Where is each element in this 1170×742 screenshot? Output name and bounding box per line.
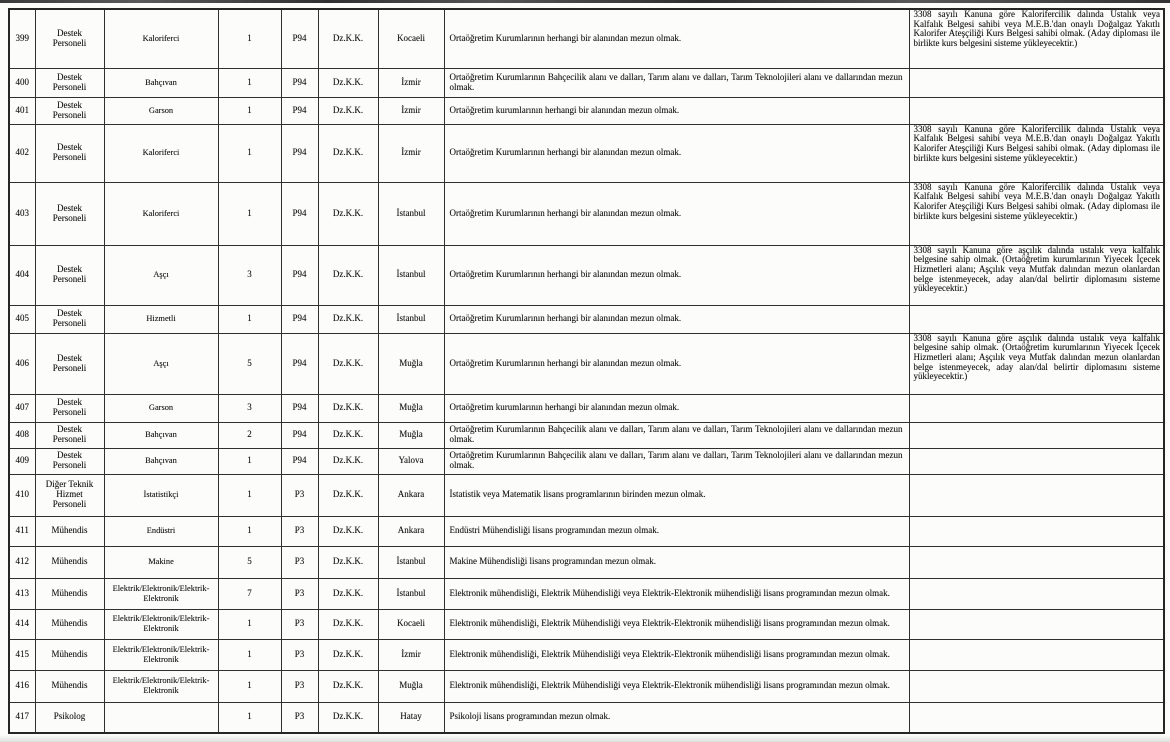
cell-sira: 400	[9, 68, 35, 97]
cell-brans: Endüstri	[104, 516, 218, 546]
cell-kuvvet: Dz.K.K.	[318, 546, 378, 578]
cell-nitelik: Ortaöğretim kurumlarının herhangi bir alanından mezun olmak.	[444, 97, 909, 124]
cell-unvan: Destek Personeli	[35, 182, 104, 245]
positions-table-body	[9, 9, 1164, 733]
cell-unvan: Destek Personeli	[35, 448, 104, 474]
cell-kuvvet: Dz.K.K.	[318, 516, 378, 546]
cell-brans: Bahçıvan	[104, 422, 218, 448]
cell-nitelik: İstatistik veya Matematik lisans programlarının birinden mezun olmak.	[444, 474, 909, 516]
cell-adet: 5	[218, 546, 281, 578]
table-row	[9, 124, 1164, 182]
cell-aciklama	[909, 578, 1164, 609]
table-row	[9, 639, 1164, 670]
cell-kuvvet: Dz.K.K.	[318, 639, 378, 670]
cell-kod: P94	[281, 9, 318, 68]
cell-sira: 416	[9, 670, 35, 702]
cell-sira: 402	[9, 124, 35, 182]
table-row	[9, 578, 1164, 609]
cell-sira: 403	[9, 182, 35, 245]
cell-brans: İstatistikçi	[104, 474, 218, 516]
scan-shadow	[0, 735, 1170, 742]
cell-aciklama: 3308 sayılı Kanuna göre Kalorifercilik dalında Ustalık veya Kalfalık Belgesi sahibi veya M.E.B.'dan onaylı Doğalgaz Yakıtlı Kalorifer Ateşçiliği Kurs Belgesi sahibi olmak. (Aday diploması ile birlikte kurs belgesini sisteme yükleyecektir.)	[909, 182, 1164, 245]
cell-nitelik: Elektronik mühendisliği, Elektrik Mühendisliği veya Elektrik-Elektronik mühendisliği lisans programından mezun olmak.	[444, 670, 909, 702]
cell-kod: P94	[281, 97, 318, 124]
cell-sira: 414	[9, 609, 35, 639]
cell-kod: P3	[281, 609, 318, 639]
cell-aciklama	[909, 68, 1164, 97]
cell-kod: P94	[281, 305, 318, 333]
cell-kuvvet: Dz.K.K.	[318, 305, 378, 333]
cell-unvan: Mühendis	[35, 578, 104, 609]
cell-sira: 411	[9, 516, 35, 546]
cell-nitelik: Ortaöğretim Kurumlarının Bahçecilik alanı ve dalları, Tarım alanı ve dalları, Tarım Teknolojileri alanı ve dallarından mezun olmak.	[444, 68, 909, 97]
cell-kod: P3	[281, 702, 318, 733]
cell-unvan: Destek Personeli	[35, 245, 104, 305]
cell-kuvvet: Dz.K.K.	[318, 448, 378, 474]
cell-kod: P94	[281, 245, 318, 305]
cell-adet: 1	[218, 670, 281, 702]
cell-kuvvet: Dz.K.K.	[318, 9, 378, 68]
table-row	[9, 474, 1164, 516]
cell-brans: Elektrik/Elektronik/Elektrik-Elektronik	[104, 639, 218, 670]
cell-nitelik: Elektronik mühendisliği, Elektrik Mühendisliği veya Elektrik-Elektronik mühendisliği lisans programından mezun olmak.	[444, 639, 909, 670]
cell-unvan: Destek Personeli	[35, 422, 104, 448]
table-row	[9, 422, 1164, 448]
cell-brans: Kaloriferci	[104, 182, 218, 245]
cell-brans: Elektrik/Elektronik/Elektrik-Elektronik	[104, 609, 218, 639]
cell-aciklama: 3308 sayılı Kanuna göre aşçılık dalında ustalık veya kalfalık belgesine sahip olmak. (Ortaöğretim kurumlarının Yiyecek İçecek Hizmetleri alanı; Aşçılık veya Mutfak dalından mezun olanlardan belge istenmeyecek, aday alan/dal belirtir diplomasını sisteme yükleyecektir.)	[909, 333, 1164, 394]
cell-kuvvet: Dz.K.K.	[318, 670, 378, 702]
table-row	[9, 305, 1164, 333]
cell-kod: P3	[281, 639, 318, 670]
cell-unvan: Destek Personeli	[35, 124, 104, 182]
cell-brans: Kaloriferci	[104, 124, 218, 182]
cell-adet: 1	[218, 474, 281, 516]
cell-brans: Elektrik/Elektronik/Elektrik-Elektronik	[104, 578, 218, 609]
cell-sira: 399	[9, 9, 35, 68]
table-row	[9, 702, 1164, 733]
cell-il: Hatay	[378, 702, 444, 733]
cell-unvan: Destek Personeli	[35, 9, 104, 68]
cell-kuvvet: Dz.K.K.	[318, 182, 378, 245]
cell-il: İstanbul	[378, 182, 444, 245]
cell-il: İstanbul	[378, 546, 444, 578]
cell-unvan: Psikolog	[35, 702, 104, 733]
cell-brans: Garson	[104, 394, 218, 422]
cell-aciklama	[909, 422, 1164, 448]
cell-kuvvet: Dz.K.K.	[318, 474, 378, 516]
cell-kuvvet: Dz.K.K.	[318, 422, 378, 448]
table-row	[9, 546, 1164, 578]
cell-aciklama	[909, 670, 1164, 702]
cell-kod: P3	[281, 516, 318, 546]
cell-unvan: Mühendis	[35, 639, 104, 670]
cell-kod: P94	[281, 182, 318, 245]
cell-kuvvet: Dz.K.K.	[318, 578, 378, 609]
cell-adet: 1	[218, 124, 281, 182]
cell-adet: 1	[218, 9, 281, 68]
cell-sira: 404	[9, 245, 35, 305]
cell-unvan: Destek Personeli	[35, 68, 104, 97]
cell-kuvvet: Dz.K.K.	[318, 97, 378, 124]
cell-brans: Elektrik/Elektronik/Elektrik-Elektronik	[104, 670, 218, 702]
cell-sira: 405	[9, 305, 35, 333]
cell-aciklama	[909, 546, 1164, 578]
table-row	[9, 609, 1164, 639]
cell-sira: 415	[9, 639, 35, 670]
table-row	[9, 97, 1164, 124]
cell-nitelik: Ortaöğretim Kurumlarının herhangi bir alanından mezun olmak.	[444, 245, 909, 305]
table-row	[9, 9, 1164, 68]
table-row	[9, 394, 1164, 422]
cell-adet: 1	[218, 639, 281, 670]
cell-nitelik: Ortaöğretim Kurumlarının herhangi bir alanından mezun olmak.	[444, 333, 909, 394]
cell-sira: 401	[9, 97, 35, 124]
cell-kod: P94	[281, 333, 318, 394]
cell-aciklama: 3308 sayılı Kanuna göre Kalorifercilik dalında Ustalık veya Kalfalık Belgesi sahibi veya M.E.B.'dan onaylı Doğalgaz Yakıtlı Kalorifer Ateşçiliği Kurs Belgesi sahibi olmak. (Aday diploması ile birlikte kurs belgesini sisteme yükleyecektir.)	[909, 124, 1164, 182]
cell-kod: P3	[281, 546, 318, 578]
cell-kod: P94	[281, 422, 318, 448]
table-row	[9, 448, 1164, 474]
cell-kod: P3	[281, 474, 318, 516]
cell-il: İstanbul	[378, 578, 444, 609]
cell-brans: Kaloriferci	[104, 9, 218, 68]
cell-sira: 417	[9, 702, 35, 733]
cell-il: Muğla	[378, 394, 444, 422]
cell-kod: P94	[281, 394, 318, 422]
table-row	[9, 670, 1164, 702]
cell-il: İzmir	[378, 68, 444, 97]
cell-aciklama	[909, 394, 1164, 422]
cell-aciklama	[909, 448, 1164, 474]
cell-il: İzmir	[378, 639, 444, 670]
cell-nitelik: Ortaöğretim Kurumlarının Bahçecilik alanı ve dalları, Tarım alanı ve dalları, Tarım Teknolojileri alanı ve dallarından mezun olmak.	[444, 448, 909, 474]
cell-il: İzmir	[378, 124, 444, 182]
cell-brans: Makine	[104, 546, 218, 578]
cell-brans: Aşçı	[104, 333, 218, 394]
cell-unvan: Destek Personeli	[35, 394, 104, 422]
cell-kuvvet: Dz.K.K.	[318, 124, 378, 182]
cell-kuvvet: Dz.K.K.	[318, 394, 378, 422]
cell-il: Muğla	[378, 422, 444, 448]
cell-kuvvet: Dz.K.K.	[318, 245, 378, 305]
cell-adet: 1	[218, 97, 281, 124]
cell-kod: P3	[281, 578, 318, 609]
cell-il: İstanbul	[378, 245, 444, 305]
cell-brans: Bahçıvan	[104, 448, 218, 474]
cell-unvan: Destek Personeli	[35, 305, 104, 333]
cell-adet: 1	[218, 68, 281, 97]
cell-adet: 1	[218, 516, 281, 546]
cell-unvan: Diğer Teknik Hizmet Personeli	[35, 474, 104, 516]
cell-adet: 1	[218, 702, 281, 733]
page-edge-rule	[0, 0, 1170, 3]
cell-sira: 407	[9, 394, 35, 422]
cell-aciklama: 3308 sayılı Kanuna göre aşçılık dalında ustalık veya kalfalık belgesine sahip olmak. (Ortaöğretim kurumlarının Yiyecek İçecek Hizmetleri alanı; Aşçılık veya Mutfak dalından mezun olanlardan belge istenmeyecek, aday alan/dal belirtir diplomasını sisteme yükleyecektir.)	[909, 245, 1164, 305]
cell-brans: Hizmetli	[104, 305, 218, 333]
table-row	[9, 333, 1164, 394]
cell-sira: 406	[9, 333, 35, 394]
cell-nitelik: Ortaöğretim Kurumlarının herhangi bir alanından mezun olmak.	[444, 305, 909, 333]
cell-il: Muğla	[378, 333, 444, 394]
cell-kod: P94	[281, 448, 318, 474]
table-row	[9, 516, 1164, 546]
cell-adet: 1	[218, 609, 281, 639]
cell-sira: 408	[9, 422, 35, 448]
table-row	[9, 245, 1164, 305]
cell-brans	[104, 702, 218, 733]
cell-kod: P94	[281, 124, 318, 182]
cell-kuvvet: Dz.K.K.	[318, 68, 378, 97]
cell-sira: 412	[9, 546, 35, 578]
cell-il: İzmir	[378, 97, 444, 124]
cell-il: Kocaeli	[378, 609, 444, 639]
cell-nitelik: Elektronik mühendisliği, Elektrik Mühendisliği veya Elektrik-Elektronik mühendisliği lisans programından mezun olmak.	[444, 609, 909, 639]
cell-kuvvet: Dz.K.K.	[318, 702, 378, 733]
cell-il: Yalova	[378, 448, 444, 474]
table-row	[9, 68, 1164, 97]
cell-aciklama	[909, 639, 1164, 670]
cell-kuvvet: Dz.K.K.	[318, 609, 378, 639]
cell-brans: Bahçıvan	[104, 68, 218, 97]
cell-adet: 2	[218, 422, 281, 448]
cell-unvan: Destek Personeli	[35, 333, 104, 394]
cell-il: Ankara	[378, 516, 444, 546]
cell-kod: P3	[281, 670, 318, 702]
cell-sira: 409	[9, 448, 35, 474]
cell-adet: 1	[218, 182, 281, 245]
cell-nitelik: Ortaöğretim Kurumlarının herhangi bir alanından mezun olmak.	[444, 182, 909, 245]
cell-adet: 5	[218, 333, 281, 394]
cell-kuvvet: Dz.K.K.	[318, 333, 378, 394]
cell-adet: 3	[218, 394, 281, 422]
positions-table	[8, 8, 1165, 734]
cell-il: Muğla	[378, 670, 444, 702]
cell-adet: 3	[218, 245, 281, 305]
cell-nitelik: Ortaöğretim kurumlarının herhangi bir alanından mezun olmak.	[444, 394, 909, 422]
cell-aciklama	[909, 702, 1164, 733]
cell-unvan: Mühendis	[35, 516, 104, 546]
cell-unvan: Mühendis	[35, 670, 104, 702]
cell-nitelik: Psikoloji lisans programından mezun olmak.	[444, 702, 909, 733]
cell-adet: 1	[218, 448, 281, 474]
cell-nitelik: Ortaöğretim Kurumlarının herhangi bir alanından mezun olmak.	[444, 124, 909, 182]
cell-aciklama	[909, 474, 1164, 516]
cell-nitelik: Ortaöğretim Kurumlarının herhangi bir alanından mezun olmak.	[444, 9, 909, 68]
cell-sira: 413	[9, 578, 35, 609]
cell-aciklama	[909, 516, 1164, 546]
cell-kod: P94	[281, 68, 318, 97]
cell-unvan: Mühendis	[35, 609, 104, 639]
cell-brans: Garson	[104, 97, 218, 124]
table-row	[9, 182, 1164, 245]
cell-adet: 1	[218, 305, 281, 333]
cell-aciklama: 3308 sayılı Kanuna göre Kalorifercilik dalında Ustalık veya Kalfalık Belgesi sahibi veya M.E.B.'dan onaylı Doğalgaz Yakıtlı Kalorifer Ateşçiliği Kurs Belgesi sahibi olmak. (Aday diploması ile birlikte kurs belgesini sisteme yükleyecektir.)	[909, 9, 1164, 68]
cell-aciklama	[909, 97, 1164, 124]
cell-aciklama	[909, 305, 1164, 333]
cell-nitelik: Ortaöğretim Kurumlarının Bahçecilik alanı ve dalları, Tarım alanı ve dalları, Tarım Teknolojileri alanı ve dallarından mezun olmak.	[444, 422, 909, 448]
cell-il: Kocaeli	[378, 9, 444, 68]
cell-aciklama	[909, 609, 1164, 639]
cell-unvan: Destek Personeli	[35, 97, 104, 124]
cell-unvan: Mühendis	[35, 546, 104, 578]
cell-nitelik: Makine Mühendisliği lisans programından mezun olmak.	[444, 546, 909, 578]
cell-nitelik: Endüstri Mühendisliği lisans programından mezun olmak.	[444, 516, 909, 546]
cell-brans: Aşçı	[104, 245, 218, 305]
cell-nitelik: Elektronik mühendisliği, Elektrik Mühendisliği veya Elektrik-Elektronik mühendisliği lisans programından mezun olmak.	[444, 578, 909, 609]
cell-il: Ankara	[378, 474, 444, 516]
cell-il: İstanbul	[378, 305, 444, 333]
cell-sira: 410	[9, 474, 35, 516]
cell-adet: 7	[218, 578, 281, 609]
